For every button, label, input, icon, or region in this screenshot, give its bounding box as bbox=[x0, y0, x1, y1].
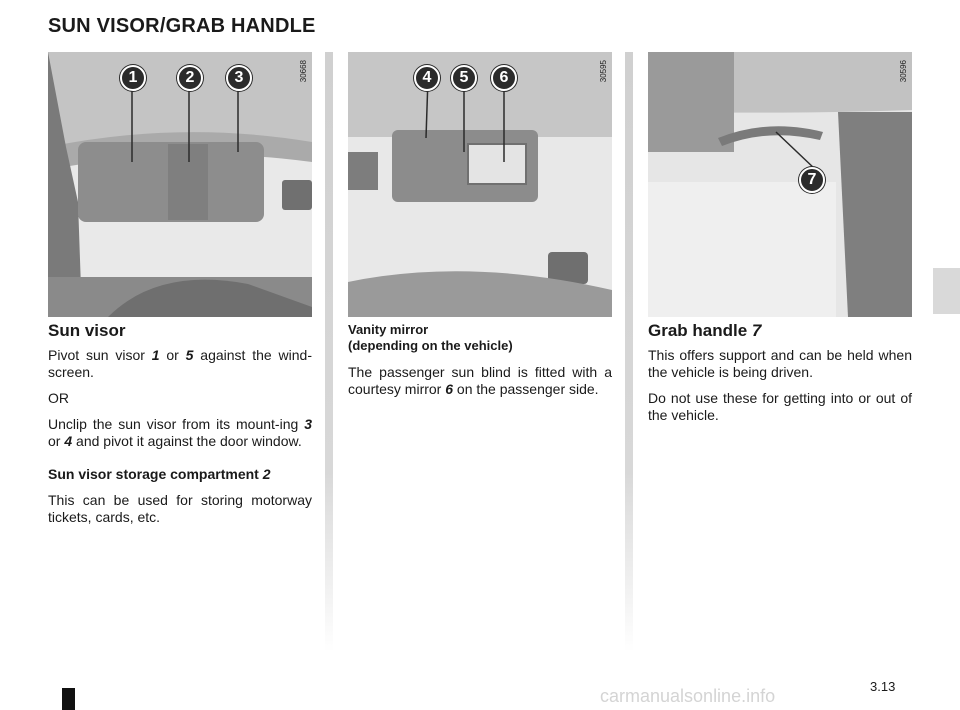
sun-visor-heading: Sun visor bbox=[48, 321, 126, 340]
page-title: SUN VISOR/GRAB HANDLE bbox=[48, 15, 316, 37]
watermark: carmanualsonline.info bbox=[600, 686, 776, 706]
callout-2: 2 bbox=[177, 65, 203, 91]
grab-handle-warning-text: Do not use these for getting into or out of the vehicle. bbox=[648, 390, 912, 423]
sun-visor-section bbox=[48, 322, 312, 535]
grab-handle-heading: Grab handle 7 bbox=[648, 321, 762, 340]
sun-visor-pivot-text: Pivot sun visor 1 or 5 against the wind-screen. bbox=[48, 347, 312, 380]
callout-7: 7 bbox=[799, 167, 825, 193]
callout-5: 5 bbox=[451, 65, 477, 91]
sun-visor-unclip-text: Unclip the sun visor from its mount-ing 3 or 4 and pivot it against the door window. bbox=[48, 416, 312, 449]
grab-handle-support-text: This offers support and can be held when the vehicle is being driven. bbox=[648, 347, 912, 380]
figure-code: 30595 bbox=[599, 60, 608, 83]
storage-compartment-text: This can be used for storing motorway tickets, cards, etc. bbox=[48, 492, 312, 525]
callout-6: 6 bbox=[491, 65, 517, 91]
callout-4: 4 bbox=[414, 65, 440, 91]
callout-1: 1 bbox=[120, 65, 146, 91]
page-number: 3.13 bbox=[870, 679, 896, 694]
figure-code: 30596 bbox=[899, 60, 908, 83]
sun-visor-or: OR bbox=[48, 390, 69, 406]
vanity-mirror-photo bbox=[348, 52, 612, 317]
sun-visor-photo bbox=[48, 52, 312, 317]
figure-code: 30668 bbox=[299, 60, 308, 83]
callout-3: 3 bbox=[226, 65, 252, 91]
page-marker-bar bbox=[62, 688, 75, 710]
storage-compartment-heading: Sun visor storage compartment 2 bbox=[48, 466, 271, 482]
section-tab bbox=[933, 268, 960, 314]
column-divider bbox=[625, 52, 633, 652]
grab-handle-photo bbox=[648, 52, 912, 317]
grab-handle-section bbox=[648, 322, 912, 433]
vanity-mirror-text: The passenger sun blind is fitted with a courtesy mirror 6 on the passenger side. bbox=[348, 364, 612, 397]
vanity-mirror-heading: Vanity mirror (depending on the vehicle) bbox=[348, 322, 513, 353]
column-divider bbox=[325, 52, 333, 652]
vanity-mirror-section bbox=[348, 322, 612, 407]
